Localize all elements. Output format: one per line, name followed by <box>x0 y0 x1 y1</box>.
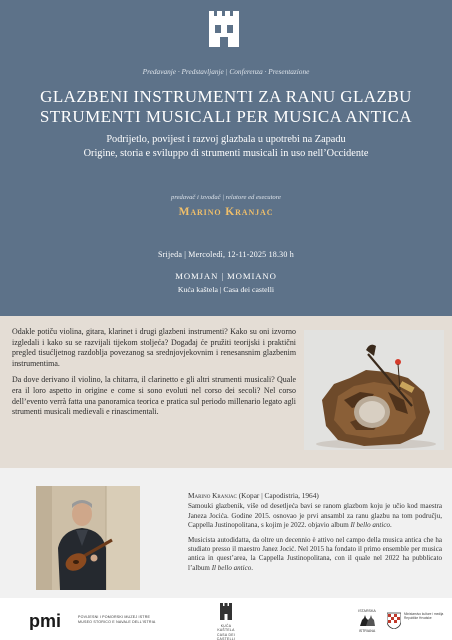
event-venue: Kuća kaštela | Casa dei castelli <box>177 285 275 294</box>
castle-line-1: KUĆA KAŠTELA <box>217 624 235 633</box>
intro-paragraph-it: Da dove derivano il violino, la chitarra, il clarinetto e gli altri strumenti musicali? Quale era il loro aspetto in origine e come si sono evoluti nel corso dei secoli? Nel corso dell’evento verrà fatta una panoramica teorica e pratica sul periodo millenario legato agli strumenti musicali medievali e rinascimentali. <box>12 375 296 417</box>
header-section <box>0 0 452 316</box>
bio-section <box>0 468 452 598</box>
istria-top-text: ISTARSKA <box>358 609 376 613</box>
castle-house-text <box>213 624 239 640</box>
event-title <box>0 87 452 127</box>
pmi-logo-text: pmi <box>29 612 62 630</box>
speaker-role: predavač i izvođač | relatore ed esecutore <box>171 194 281 201</box>
event-datetime: Srijeda | Mercoledì, 12-11-2025 18.30 h <box>158 250 294 259</box>
intro-section <box>0 316 452 468</box>
castle-line-2: CASA DEI CASTELLI <box>216 632 236 640</box>
bio-it-text: Musicista autodidatta, da oltre un decennio è attivo nel campo della musica antica che ha studiato presso il maestro Janez Jocić. Nel 2015 ha fondato il primo ensemble per musica antica in quest’area, la Cappella Justinopolitana, con il quale nel 2022 ha pubblicato l’album <box>188 535 442 572</box>
castle-logo-icon <box>205 11 243 47</box>
bio-paragraph-it: Musicista autodidatta, da oltre un decennio è attivo nel campo della musica antica che ha studiato presso il maestro Janez Jocić. Nel 2015 ha fondato il primo ensemble per musica antica in quest’area, la Cappella Justinopolitana, con il quale nel 2022 ha pubblicato l’album Il bello antico. <box>188 535 442 572</box>
intro-text <box>12 327 296 418</box>
bio-heading <box>188 491 442 500</box>
bio-paragraph-hr: Samouki glazbenik, više od desetljeća bavi se ranom glazbom koju je učio kod maestra Janeza Jocića. Godine 2015. osnovao je prvi ansambl za ranu glazbu na tom području, Cappella Justinopolitana, s kojim je 2022. objavio album Il bello antico. <box>188 502 442 530</box>
istria-bottom-text: ISTRIANA <box>358 629 376 633</box>
pmi-museum-name <box>78 615 168 624</box>
istria-region-logo <box>356 609 378 635</box>
castle-house-icon <box>220 603 232 620</box>
bio-it-album: Il bello antico <box>211 563 252 572</box>
coat-of-arms-icon <box>387 611 401 629</box>
event-subtitle <box>0 133 452 161</box>
pmi-logo-icon <box>29 612 73 630</box>
pmi-line-1: POVIJESNI I POMORSKI MUZEJ ISTRE <box>78 615 151 619</box>
intro-paragraph-hr: Odakle potiču violina, gitara, klarinet i drugi glazbeni instrumenti? Kako su oni izvorno izgledali i kako su se razvijali tijekom stoljeća? Događaj će pružiti teorijski i praktični pregled tisućljetnog razdoblja povezanog sa srednjovjekovnim i renesansnim glazbenim instrumentima. <box>12 327 296 368</box>
bio-hr-text: Samouki glazbenik, više od desetljeća bavi se ranom glazbom koju je učio kod maestra Janeza Jocića. Godine 2015. osnovao je prvi ansambl za ranu glazbu na tom području, Cappella Justinopolitana, s kojim je 2022. objavio album <box>188 502 442 530</box>
event-kicker: Predavanje · Predstavljanje | Conferenza · Presentazione <box>142 67 310 76</box>
bio-origin: (Kopar | Capodistria, 1964) <box>236 491 319 500</box>
musician-photo <box>36 486 140 590</box>
sponsor-footer <box>0 598 452 640</box>
bio-name: Marino Kranjac <box>188 491 237 500</box>
title-hr: GLAZBENI INSTRUMENTI ZA RANU GLAZBU <box>40 87 412 106</box>
speaker-name: Marino Kranjac <box>178 206 274 218</box>
ministry-text: Ministarstvo kulture i medija Republike Hrvatske <box>404 612 444 620</box>
bio-text <box>188 491 442 573</box>
castle-house-logo <box>213 603 239 639</box>
goats-icon <box>358 614 376 628</box>
pmi-line-2: MUSEO STORICO E NAVALE DELL’ISTRIA <box>78 619 156 624</box>
instruments-photo <box>304 330 444 450</box>
subtitle-hr: Podrijetlo, povijest i razvoj glazbala u upotrebi na Zapadu <box>106 134 346 145</box>
bio-hr-album: Il bello antico <box>350 521 390 530</box>
subtitle-it: Origine, storia e sviluppo di strumenti musicali in uso nell’Occidente <box>83 148 369 159</box>
event-place: MOMJAN | MOMIANO <box>175 271 277 281</box>
title-it: STRUMENTI MUSICALI PER MUSICA ANTICA <box>39 107 413 126</box>
